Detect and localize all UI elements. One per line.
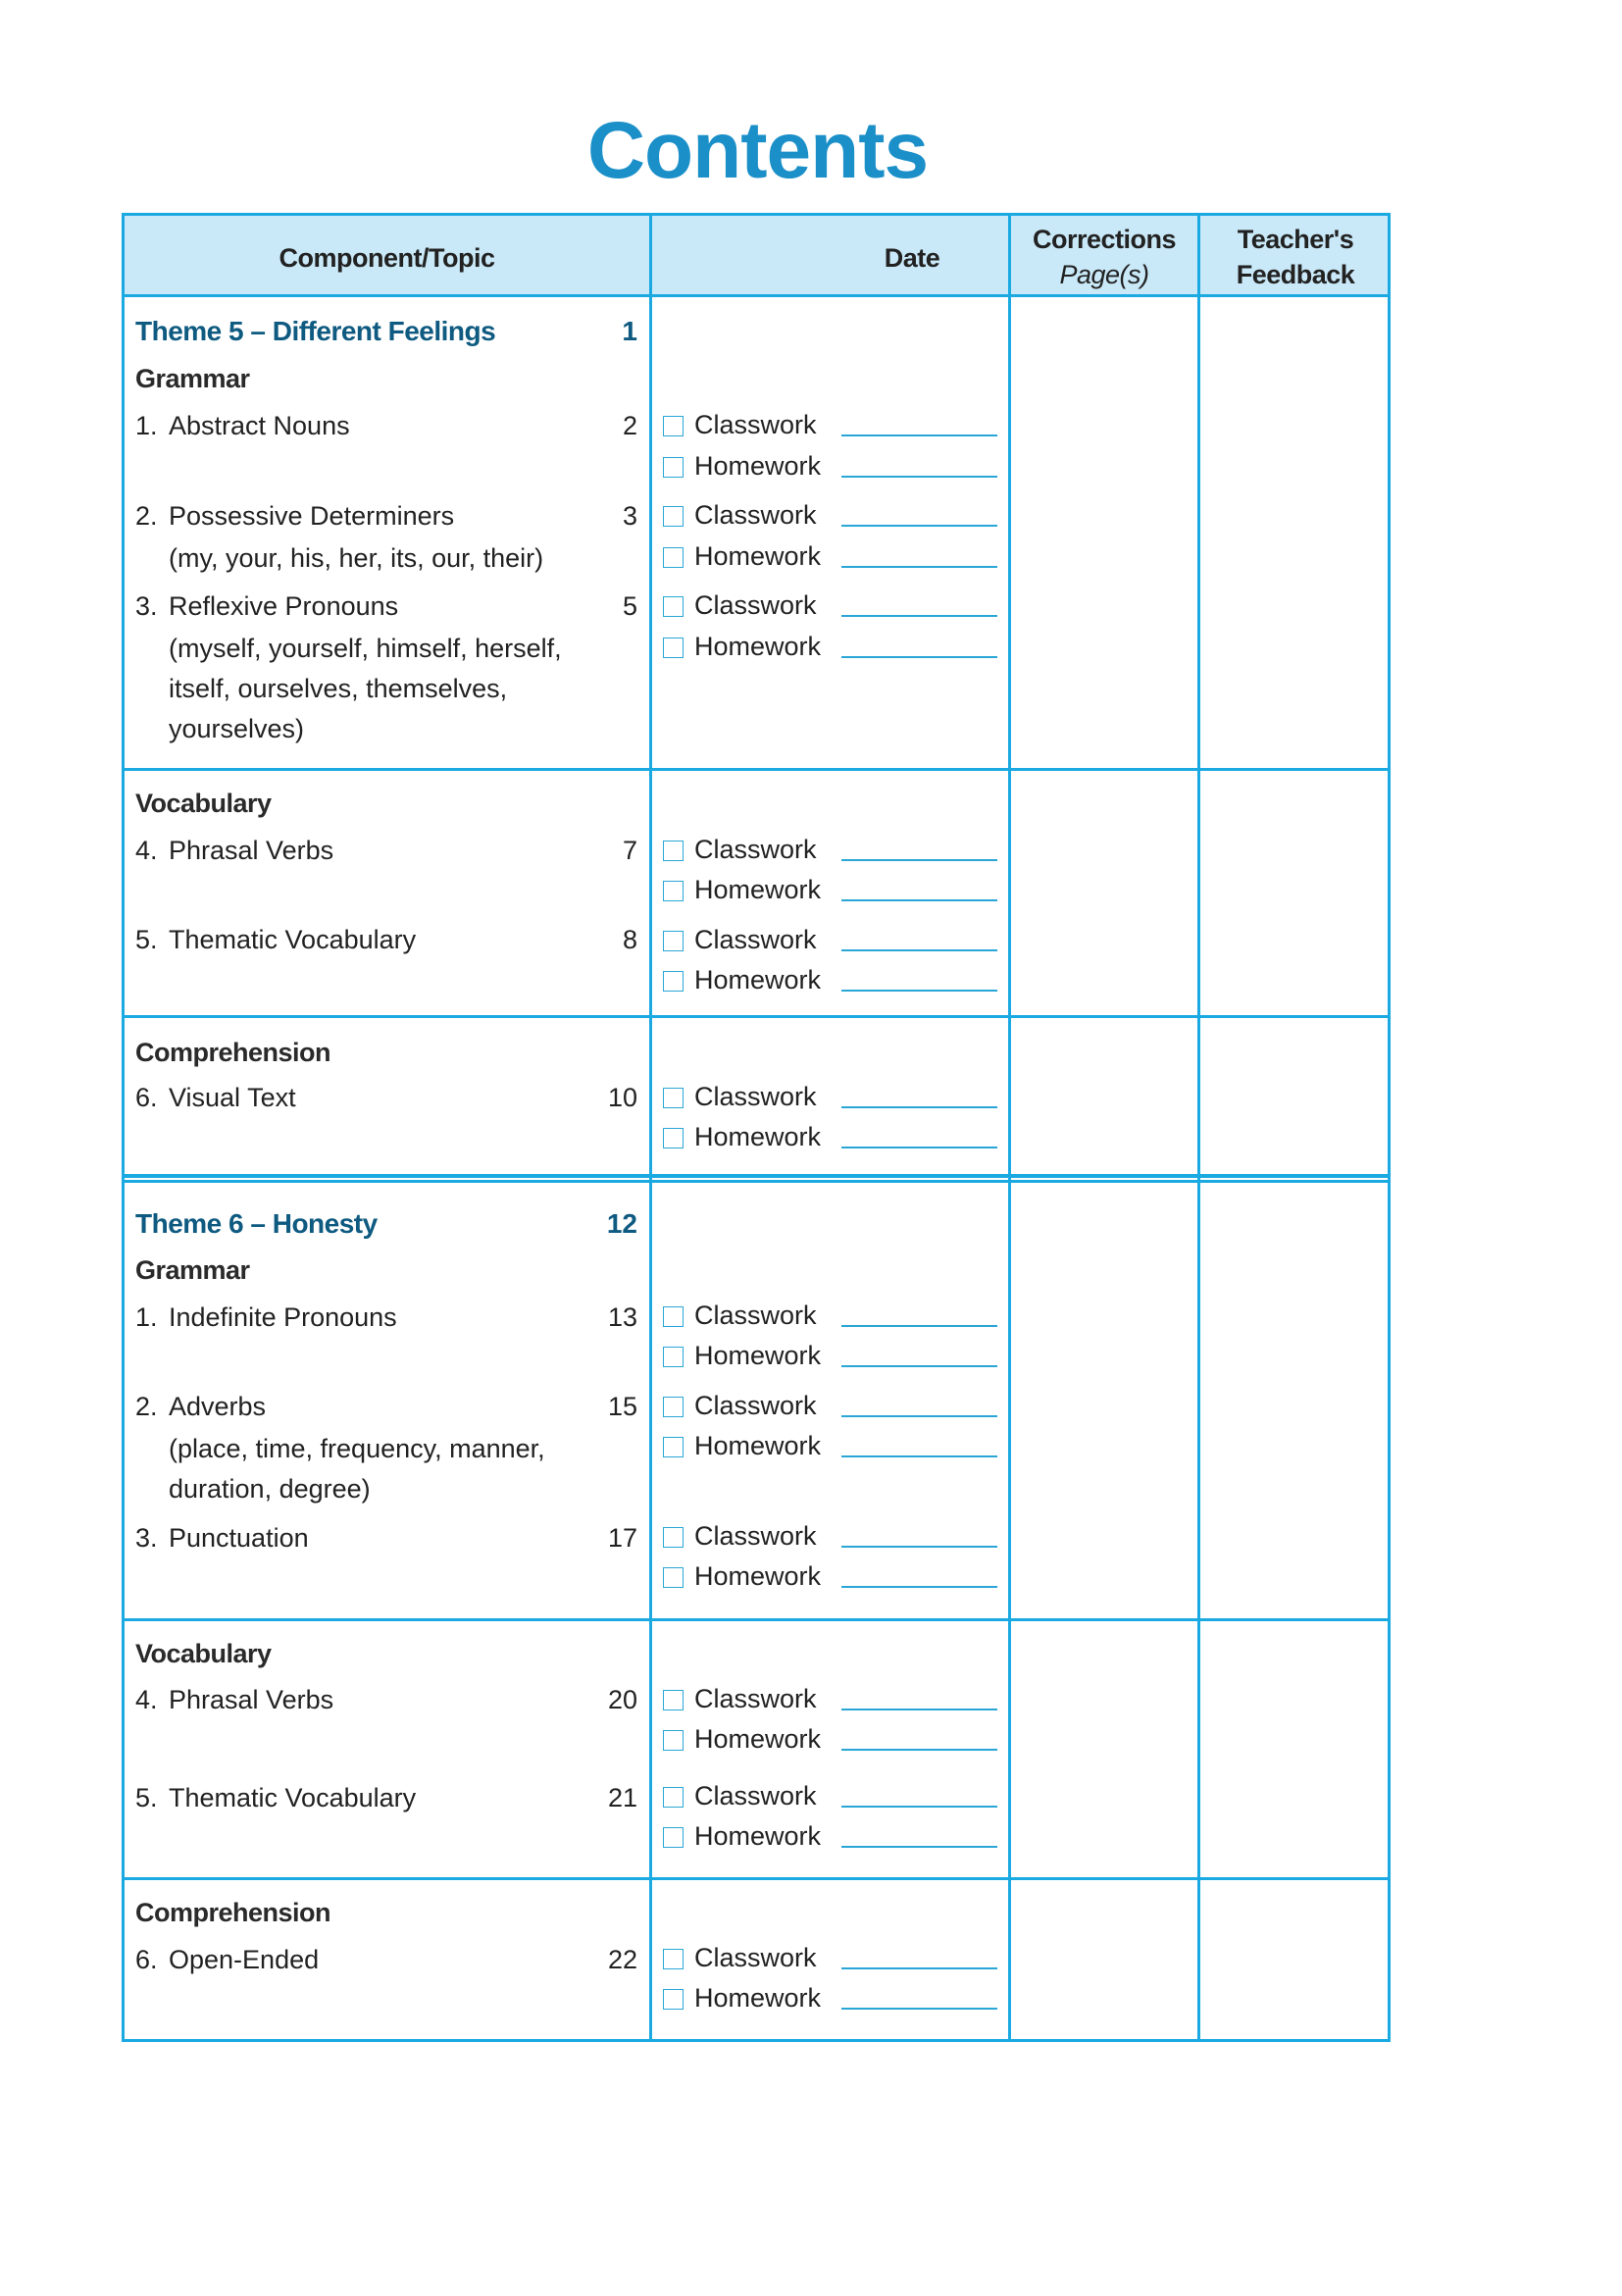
- date-field[interactable]: [841, 1365, 997, 1367]
- item-number: 3.: [135, 1523, 158, 1553]
- header-corrections-pages: Page(s): [1059, 260, 1149, 289]
- item-number: 6.: [135, 1083, 158, 1112]
- item-title: Open-Ended: [169, 1945, 320, 1974]
- date-field[interactable]: [841, 1147, 997, 1148]
- classwork-label: Classwork: [694, 925, 817, 954]
- item-title: Adverbs: [169, 1392, 267, 1421]
- category-heading: Grammar: [135, 1255, 250, 1285]
- item-number: 2.: [135, 501, 158, 531]
- item-number: 6.: [135, 1945, 158, 1974]
- item-title: Punctuation: [169, 1523, 309, 1553]
- date-field[interactable]: [841, 990, 997, 992]
- homework-checkbox[interactable]: [663, 1347, 684, 1367]
- item-page-number: 15: [607, 1392, 637, 1421]
- classwork-label: Classwork: [694, 1943, 817, 1972]
- homework-label: Homework: [694, 875, 822, 904]
- item-subtitle: itself, ourselves, themselves,: [169, 674, 508, 703]
- homework-label: Homework: [694, 1341, 822, 1370]
- homework-label: Homework: [694, 1724, 822, 1754]
- item-title: Indefinite Pronouns: [169, 1302, 397, 1332]
- classwork-checkbox[interactable]: [663, 1949, 684, 1969]
- date-field[interactable]: [841, 656, 997, 658]
- item-page-number: 21: [607, 1783, 637, 1812]
- date-field[interactable]: [841, 1709, 997, 1710]
- homework-checkbox[interactable]: [663, 547, 684, 568]
- homework-checkbox[interactable]: [663, 1989, 684, 2010]
- date-field[interactable]: [841, 434, 997, 436]
- column-divider: [1008, 213, 1011, 2042]
- theme-title: Theme 5 – Different Feelings: [135, 316, 496, 346]
- item-subtitle: (my, your, his, her, its, our, their): [169, 543, 544, 573]
- date-field[interactable]: [841, 1967, 997, 1969]
- date-field[interactable]: [841, 566, 997, 568]
- classwork-label: Classwork: [694, 1521, 817, 1551]
- date-field[interactable]: [841, 859, 997, 861]
- item-page-number: 17: [607, 1523, 637, 1553]
- homework-label: Homework: [694, 1983, 822, 2013]
- homework-label: Homework: [694, 451, 822, 481]
- item-number: 5.: [135, 925, 158, 954]
- header-feedback: Feedback: [1236, 260, 1355, 289]
- item-title: Phrasal Verbs: [169, 1685, 334, 1714]
- classwork-checkbox[interactable]: [663, 506, 684, 527]
- homework-checkbox[interactable]: [663, 1437, 684, 1457]
- item-subtitle: (myself, yourself, himself, herself,: [169, 634, 562, 663]
- date-field[interactable]: [841, 1325, 997, 1327]
- classwork-label: Classwork: [694, 500, 817, 530]
- classwork-label: Classwork: [694, 1082, 817, 1111]
- classwork-checkbox[interactable]: [663, 1397, 684, 1417]
- date-field[interactable]: [841, 1455, 997, 1457]
- category-heading: Vocabulary: [135, 1639, 272, 1668]
- item-number: 1.: [135, 411, 158, 440]
- homework-label: Homework: [694, 632, 822, 661]
- item-page-number: 22: [607, 1945, 637, 1974]
- homework-checkbox[interactable]: [663, 881, 684, 901]
- classwork-label: Classwork: [694, 1301, 817, 1330]
- homework-label: Homework: [694, 541, 822, 571]
- theme-page-number: 1: [622, 316, 637, 346]
- classwork-label: Classwork: [694, 590, 817, 620]
- item-number: 4.: [135, 836, 158, 865]
- homework-label: Homework: [694, 1821, 822, 1851]
- homework-label: Homework: [694, 1431, 822, 1460]
- classwork-checkbox[interactable]: [663, 1690, 684, 1710]
- classwork-checkbox[interactable]: [663, 1787, 684, 1808]
- theme-page-number: 12: [606, 1208, 637, 1239]
- classwork-checkbox[interactable]: [663, 931, 684, 951]
- homework-checkbox[interactable]: [663, 1827, 684, 1848]
- header-corrections: Corrections: [1032, 225, 1177, 254]
- item-page-number: 13: [607, 1302, 637, 1332]
- category-heading: Comprehension: [135, 1038, 331, 1067]
- classwork-checkbox[interactable]: [663, 596, 684, 617]
- item-subtitle: duration, degree): [169, 1474, 371, 1504]
- item-page-number: 2: [622, 411, 637, 440]
- item-title: Visual Text: [169, 1083, 296, 1112]
- item-page-number: 7: [622, 836, 637, 865]
- theme-title: Theme 6 – Honesty: [135, 1208, 378, 1239]
- homework-checkbox[interactable]: [663, 1128, 684, 1148]
- date-field[interactable]: [841, 899, 997, 901]
- classwork-label: Classwork: [694, 410, 817, 439]
- homework-checkbox[interactable]: [663, 1567, 684, 1588]
- item-page-number: 20: [607, 1685, 637, 1714]
- item-page-number: 10: [607, 1083, 637, 1112]
- date-field[interactable]: [841, 1415, 997, 1417]
- date-field[interactable]: [841, 1546, 997, 1548]
- date-field[interactable]: [841, 1806, 997, 1808]
- homework-label: Homework: [694, 965, 822, 995]
- item-title: Abstract Nouns: [169, 411, 350, 440]
- classwork-checkbox[interactable]: [663, 841, 684, 861]
- item-title: Thematic Vocabulary: [169, 1783, 417, 1812]
- date-field[interactable]: [841, 1846, 997, 1848]
- homework-checkbox[interactable]: [663, 971, 684, 992]
- item-subtitle: yourselves): [169, 714, 305, 743]
- homework-label: Homework: [694, 1561, 822, 1591]
- column-divider: [649, 213, 652, 2042]
- item-number: 2.: [135, 1392, 158, 1421]
- page-title: Contents: [586, 106, 929, 195]
- item-page-number: 5: [622, 591, 637, 621]
- date-field[interactable]: [841, 2008, 997, 2010]
- item-title: Phrasal Verbs: [169, 836, 334, 865]
- item-number: 3.: [135, 591, 158, 621]
- item-title: Thematic Vocabulary: [169, 925, 417, 954]
- classwork-label: Classwork: [694, 1684, 817, 1713]
- date-field[interactable]: [841, 525, 997, 527]
- homework-checkbox[interactable]: [663, 1730, 684, 1751]
- homework-checkbox[interactable]: [663, 638, 684, 658]
- item-number: 4.: [135, 1685, 158, 1714]
- date-field[interactable]: [841, 1749, 997, 1751]
- classwork-checkbox[interactable]: [663, 1088, 684, 1108]
- date-field[interactable]: [841, 1586, 997, 1588]
- date-field[interactable]: [841, 949, 997, 951]
- classwork-label: Classwork: [694, 1391, 817, 1420]
- category-heading: Grammar: [135, 364, 250, 393]
- date-field[interactable]: [841, 1106, 997, 1108]
- classwork-label: Classwork: [694, 835, 817, 864]
- category-heading: Vocabulary: [135, 789, 272, 818]
- item-title: Possessive Determiners: [169, 501, 455, 531]
- item-number: 1.: [135, 1302, 158, 1332]
- date-field[interactable]: [841, 615, 997, 617]
- item-title: Reflexive Pronouns: [169, 591, 399, 621]
- item-subtitle: (place, time, frequency, manner,: [169, 1434, 545, 1463]
- classwork-label: Classwork: [694, 1781, 817, 1811]
- column-divider: [1197, 213, 1200, 2042]
- item-page-number: 8: [622, 925, 637, 954]
- category-heading: Comprehension: [135, 1898, 331, 1927]
- homework-checkbox[interactable]: [663, 457, 684, 478]
- header-date: Date: [884, 243, 940, 273]
- item-page-number: 3: [622, 501, 637, 531]
- classwork-checkbox[interactable]: [663, 416, 684, 436]
- header-component-topic: Component/Topic: [279, 243, 495, 273]
- date-field[interactable]: [841, 476, 997, 478]
- header-teachers: Teacher's: [1237, 225, 1354, 254]
- classwork-checkbox[interactable]: [663, 1527, 684, 1548]
- homework-label: Homework: [694, 1122, 822, 1151]
- item-number: 5.: [135, 1783, 158, 1812]
- classwork-checkbox[interactable]: [663, 1306, 684, 1327]
